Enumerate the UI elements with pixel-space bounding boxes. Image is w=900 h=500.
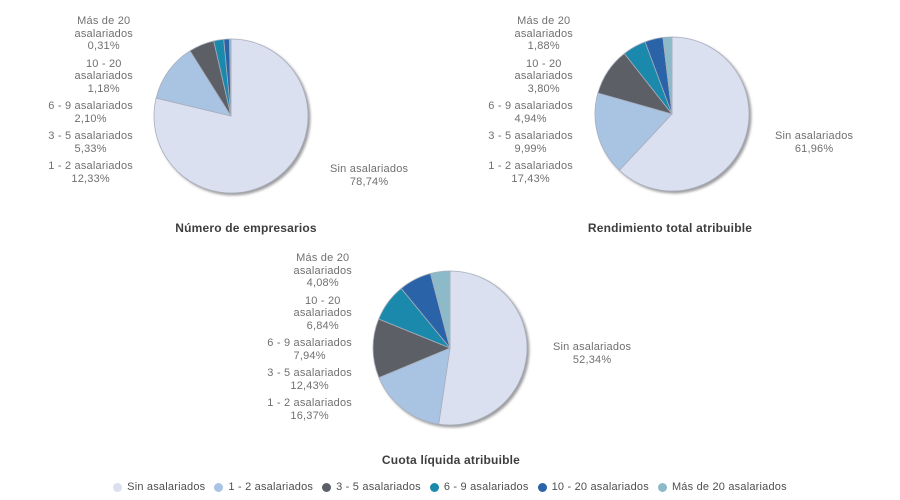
slice-label-1-2-asalariados: 1 - 2 asalariados 12,33% [48, 160, 133, 185]
slice-label-6-9-asalariados: 6 - 9 asalariados 7,94% [267, 337, 352, 362]
chart-cuota-liquida-atribuible [225, 248, 675, 474]
legend-label: Más de 20 asalariados [671, 481, 787, 493]
slice-label-sin-asalariados: Sin asalariados 52,34% [553, 341, 632, 366]
slice-label-1-2-asalariados: 1 - 2 asalariados 17,43% [488, 160, 573, 185]
slice-label-3-5-asalariados: 3 - 5 asalariados 5,33% [48, 130, 133, 155]
pie-slice-sin-asalariados[interactable] [439, 271, 527, 425]
legend [0, 478, 900, 496]
slice-label-sin-asalariados: Sin asalariados 61,96% [775, 130, 854, 155]
slice-labels-left [267, 252, 352, 422]
legend-label: 6 - 9 asalariados [443, 481, 529, 493]
slice-label-10-20-asalariados: 10 - 20 asalariados 3,80% [514, 57, 573, 95]
slice-label-10-20-asalariados: 10 - 20 asalariados 6,84% [293, 294, 352, 332]
pie-rendimiento-total-atribuible [587, 29, 757, 199]
slice-label-10-20-asalariados: 10 - 20 asalariados 1,18% [74, 57, 133, 95]
slice-label-1-2-asalariados: 1 - 2 asalariados 16,37% [267, 397, 352, 422]
legend-label: Sin asalariados [127, 481, 206, 493]
slice-label-mas-de-20-asalariados: Más de 20 asalariados 1,88% [514, 15, 573, 52]
legend-item-10-20-asalariados[interactable] [538, 481, 649, 493]
legend-dot-6-9-asalariados [430, 483, 439, 492]
legend-item-mas-de-20-asalariados[interactable] [658, 481, 787, 493]
legend-item-3-5-asalariados[interactable] [322, 481, 421, 493]
slice-label-mas-de-20-asalariados: Más de 20 asalariados 4,08% [293, 252, 352, 289]
slice-labels-left [488, 15, 573, 185]
legend-item-sin-asalariados[interactable] [113, 481, 205, 493]
legend-dot-1-2-asalariados [214, 483, 223, 492]
pie-cuota-liquida-atribuible [365, 263, 535, 433]
chart-title: Cuota líquida atribuible [381, 453, 521, 467]
chart-rendimiento-total-atribuible [450, 0, 900, 248]
chart-title: Número de empresarios [175, 221, 317, 235]
pie-numero-de-empresarios [146, 31, 316, 201]
slice-label-sin-asalariados: Sin asalariados 78,74% [330, 163, 409, 188]
slice-label-6-9-asalariados: 6 - 9 asalariados 4,94% [488, 100, 573, 125]
slice-label-mas-de-20-asalariados: Más de 20 asalariados 0,31% [74, 15, 133, 52]
legend-item-6-9-asalariados[interactable] [430, 481, 529, 493]
legend-label: 10 - 20 asalariados [551, 481, 649, 493]
legend-dot-sin-asalariados [113, 483, 122, 492]
legend-label: 3 - 5 asalariados [336, 481, 421, 493]
legend-dot-10-20-asalariados [538, 483, 547, 492]
chart-title: Rendimiento total atribuible [587, 221, 753, 235]
legend-dot-mas-de-20-asalariados [658, 483, 667, 492]
slice-labels-left [48, 15, 133, 185]
chart-numero-de-empresarios [0, 0, 450, 248]
slice-label-6-9-asalariados: 6 - 9 asalariados 2,10% [48, 100, 133, 125]
slice-label-3-5-asalariados: 3 - 5 asalariados 9,99% [488, 130, 573, 155]
legend-label: 1 - 2 asalariados [228, 481, 314, 493]
legend-item-1-2-asalariados[interactable] [214, 481, 313, 493]
slice-label-3-5-asalariados: 3 - 5 asalariados 12,43% [267, 367, 352, 392]
legend-dot-3-5-asalariados [322, 483, 331, 492]
